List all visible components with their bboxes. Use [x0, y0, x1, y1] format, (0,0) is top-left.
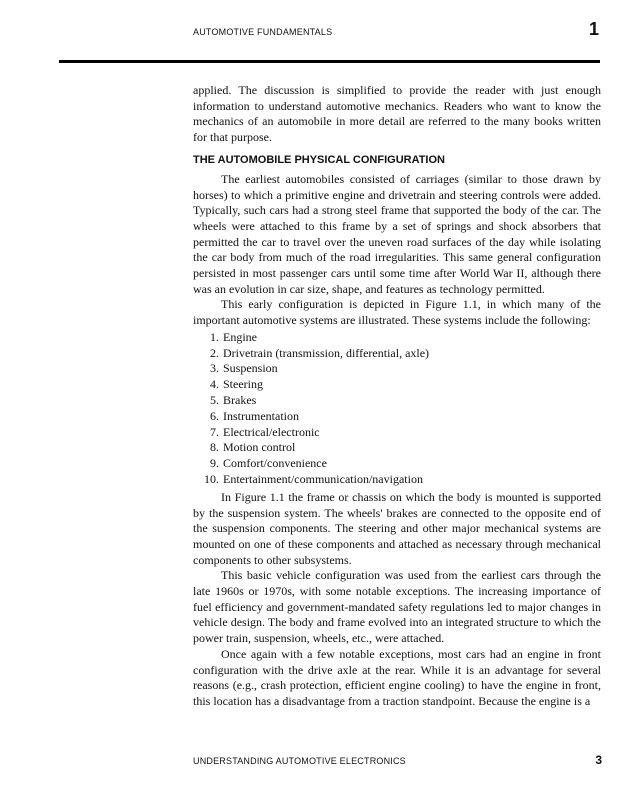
paragraph-2: This early configuration is depicted in Figure 1.1, in which many of the important automotive systems are illustrated. These systems include the following:	[193, 297, 601, 328]
paragraph-3: In Figure 1.1 the frame or chassis on which the body is mounted is supported by the suspension system. The wheels' brakes are connected to the opposite end of the suspension components. The steering and other major mechanical systems are mounted on one of these components and attached as necessary through mechanical components to other subsystems.	[193, 489, 601, 567]
list-item	[193, 346, 601, 362]
list-item-number: 7.	[210, 424, 219, 439]
systems-list	[193, 330, 601, 488]
paragraph-1: The earliest automobiles consisted of carriages (similar to those drawn by horses) to which a primitive engine and drivetrain and steering controls were added. Typically, such cars had a strong steel frame that supported the body of the car. The wheels were attached to this frame by a set of springs and shock absorbers that permitted the car to travel over the uneven road surfaces of the day while isolating the car body from much of the road irregularities. This same general configuration persisted in most passenger cars until some time after World War II, although there was an evolution in car size, shape, and features as technology permitted.	[193, 171, 601, 296]
page-body	[193, 83, 601, 710]
list-item-number: 4.	[210, 377, 219, 392]
list-item	[193, 361, 601, 377]
paragraph-4: This basic vehicle configuration was used from the earliest cars through the late 1960s or 1970s, with some notable exceptions. The increasing importance of fuel efficiency and government-mandated safety regulations led to major changes in vehicle design. The body and frame evolved into an integrated structure to which the power train, suspension, wheels, etc., were attached.	[193, 568, 601, 646]
running-footer-title: UNDERSTANDING AUTOMOTIVE ELECTRONICS	[193, 756, 406, 766]
list-item-number: 9.	[210, 456, 219, 471]
list-item	[193, 440, 601, 456]
list-item-text: Suspension	[223, 361, 278, 376]
paragraph-5: Once again with a few notable exceptions, most cars had an engine in front configuration with the drive axle at the rear. While it is an advantage for several reasons (e.g., crash protection, efficient engine cooling) to have the engine in front, this location has a disadvantage from a traction standpoint. Because the engine is a	[193, 646, 601, 708]
list-item-text: Electrical/electronic	[223, 424, 320, 439]
list-item-text: Engine	[223, 329, 257, 344]
list-item	[193, 393, 601, 409]
list-item-number: 3.	[210, 361, 219, 376]
list-item-number: 10.	[204, 472, 219, 487]
list-item	[193, 456, 601, 472]
list-item-number: 8.	[210, 440, 219, 455]
header-rule	[59, 60, 600, 63]
list-item-text: Instrumentation	[223, 408, 299, 423]
list-item-number: 5.	[210, 393, 219, 408]
list-item	[193, 409, 601, 425]
list-item	[193, 472, 601, 488]
list-item-text: Drivetrain (transmission, differential, axle)	[223, 345, 430, 360]
running-header-title: AUTOMOTIVE FUNDAMENTALS	[193, 27, 333, 37]
list-item	[193, 330, 601, 346]
list-item-number: 2.	[210, 345, 219, 360]
intro-paragraph: applied. The discussion is simplified to provide the reader with just enough information to understand automotive mechanics. Readers who want to know the mechanics of an automobile in more detail are referred to the many books written for that purpose.	[193, 83, 601, 145]
chapter-number: 1	[588, 19, 599, 39]
section-heading: THE AUTOMOBILE PHYSICAL CONFIGURATION	[193, 153, 445, 166]
list-item-text: Brakes	[223, 393, 257, 408]
list-item	[193, 377, 601, 393]
list-item-number: 6.	[210, 408, 219, 423]
list-item-text: Comfort/convenience	[223, 456, 327, 471]
list-item-text: Motion control	[223, 440, 296, 455]
list-item-text: Entertainment/communication/navigation	[223, 472, 423, 487]
list-item-text: Steering	[223, 377, 263, 392]
page-number: 3	[595, 753, 602, 767]
list-item-number: 1.	[210, 329, 219, 344]
list-item	[193, 425, 601, 441]
